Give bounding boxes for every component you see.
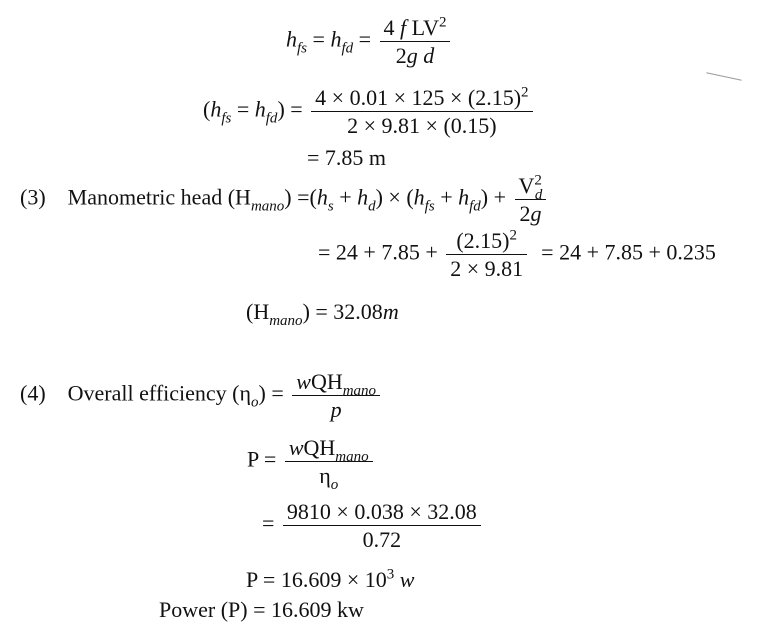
overall-efficiency-formula: (4) Overall efficiency $(\eta_o)$ = $\frac{wQH_{mano}}{p}$ xyxy=(20,368,383,423)
friction-head-formula: $h_{fs} = h_{fd}$ = $\frac{4 f LV^2}{\text{2g d}}$ xyxy=(286,14,453,69)
manometric-head-substitution: = 24 + 7.85 + $\frac{(2.15)^2}{2 \times 9.81}$ = 24 + 7.85 + 0.235 xyxy=(318,227,716,281)
manometric-head-value: = 32.08 xyxy=(315,299,383,324)
friction-head-substitution: $(h_{fs} = h_{fd})$ = $\frac{4 \times 0.01 \times 125 \times (2.15)^2}{2 \times 9.81 \times (0.15)}$ xyxy=(203,84,536,139)
power-numerator: 9810 × 0.038 × 32.08 xyxy=(286,499,477,524)
power-denominator: 0.72 xyxy=(283,525,481,553)
power-substitution: = $\frac{9810 \times 0.038 \times 32.08}{0.72}$ xyxy=(262,498,484,553)
hf-denominator: 2 × 9.81 × (0.15) xyxy=(311,111,532,139)
hf-numerator: 4 × 0.01 × 125 × (2.15) xyxy=(315,85,522,110)
power-result-kw: Power (P) = 16.609 kw xyxy=(159,597,364,622)
velocity-head-denominator: 2 × 9.81 xyxy=(446,254,527,282)
friction-head-result: = 7.85 m xyxy=(307,145,387,170)
power-result-watts: $P = 16.609 \times 10^3$ w xyxy=(246,566,415,592)
manometric-head-formula: (3) Manometric head $(H_{mano}) =(h_s + h_d) \times (h_{fs} + h_{fd})$ + $\frac{V^2_d}{2g}$ xyxy=(20,172,549,227)
power-watts-value: P = 16.609 × 10 xyxy=(246,567,387,592)
power-formula: P = $\frac{wQH_{mano}}{\eta_o}$ xyxy=(247,434,376,489)
manometric-head-result: $(H_{mano}) = 32.08m$ xyxy=(246,299,399,329)
manometric-head-sum: 24 + 7.85 + 0.235 xyxy=(559,239,716,265)
step-3-text: Manometric head xyxy=(67,184,223,210)
step-4-text: Overall efficiency xyxy=(67,380,227,406)
manometric-head-symbol: (H xyxy=(246,299,270,324)
step-4-label: (4) xyxy=(20,380,46,406)
step-3-label: (3) xyxy=(20,184,46,210)
scan-mark xyxy=(706,72,741,80)
